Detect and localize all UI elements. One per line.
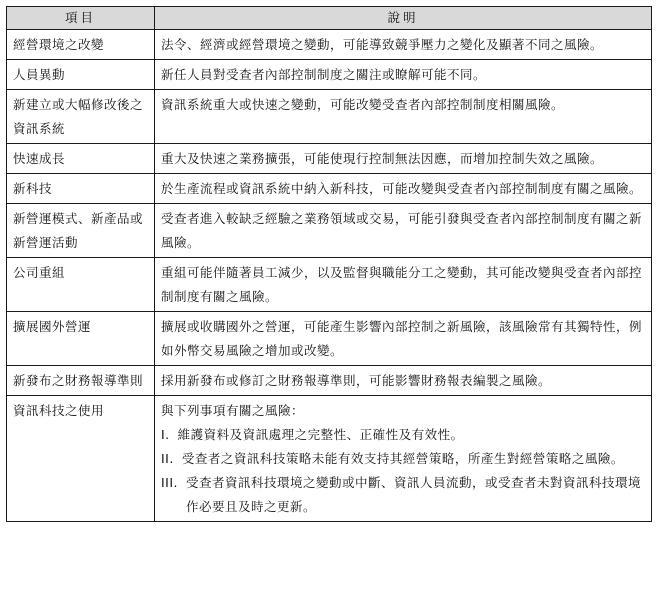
table-row [7,366,652,396]
list-item-number: II. [161,451,174,466]
risk-table-container [6,6,651,522]
table-row [7,174,652,204]
list-item-number: III. [161,475,179,490]
row-description: 法令、經濟或經營環境之變動，可能導致競爭壓力之變化及顯著不同之風險。 [155,30,652,60]
row-description: 擴展或收購國外之營運，可能產生影響內部控制之新風險，該風險常有其獨特性，例如外幣交易風險之增加或改變。 [155,312,652,366]
table-header-row [7,7,652,30]
table-row-it-usage [7,396,652,522]
row-item: 公司重組 [7,258,155,312]
row-item: 資訊科技之使用 [7,396,155,522]
table-row [7,204,652,258]
row-description: 重大及快速之業務擴張，可能使現行控制無法因應，而增加控制失效之風險。 [155,144,652,174]
risk-table [6,6,652,522]
row-description: 採用新發布或修訂之財務報導準則，可能影響財務報表編製之風險。 [155,366,652,396]
row-description: 受查者進入較缺乏經驗之業務領域或交易，可能引發與受查者內部控制制度有關之新風險。 [155,204,652,258]
row-description: 資訊系統重大或快速之變動，可能改變受查者內部控制制度相關風險。 [155,90,652,144]
row-item: 經營環境之改變 [7,30,155,60]
table-row [7,144,652,174]
list-item-text: 維護資料及資訊處理之完整性、正確性及有效性。 [177,427,464,442]
list-item [161,471,645,519]
row-item: 人員異動 [7,60,155,90]
header-item: 項目 [7,7,155,30]
row-item: 擴展國外營運 [7,312,155,366]
row-description: 新任人員對受查者內部控制制度之關注或瞭解可能不同。 [155,60,652,90]
row-item: 新科技 [7,174,155,204]
table-row [7,30,652,60]
table-row [7,60,652,90]
row-description: 於生產流程或資訊系統中納入新科技，可能改變與受查者內部控制制度有關之風險。 [155,174,652,204]
list-item-text: 受查者資訊科技環境之變動或中斷、資訊人員流動，或受查者未對資訊科技環境作必要且及時之更新。 [186,475,642,514]
row-item: 新營運模式、新產品或新營運活動 [7,204,155,258]
risk-points-list [161,423,645,519]
table-row [7,312,652,366]
row-item: 快速成長 [7,144,155,174]
row-description: 重組可能伴隨著員工減少，以及監督與職能分工之變動，其可能改變與受查者內部控制制度有關之風險。 [155,258,652,312]
risk-intro: 與下列事項有關之風險： [161,403,305,418]
header-description: 說明 [155,7,652,30]
row-item: 新發布之財務報導準則 [7,366,155,396]
row-item: 新建立或大幅修改後之資訊系統 [7,90,155,144]
list-item [161,423,645,447]
row-description [155,396,652,522]
table-row [7,90,652,144]
table-row [7,258,652,312]
list-item [161,447,645,471]
list-item-number: I. [161,427,170,442]
list-item-text: 受查者之資訊科技策略未能有效支持其經營策略，所產生對經營策略之風險。 [181,451,624,466]
